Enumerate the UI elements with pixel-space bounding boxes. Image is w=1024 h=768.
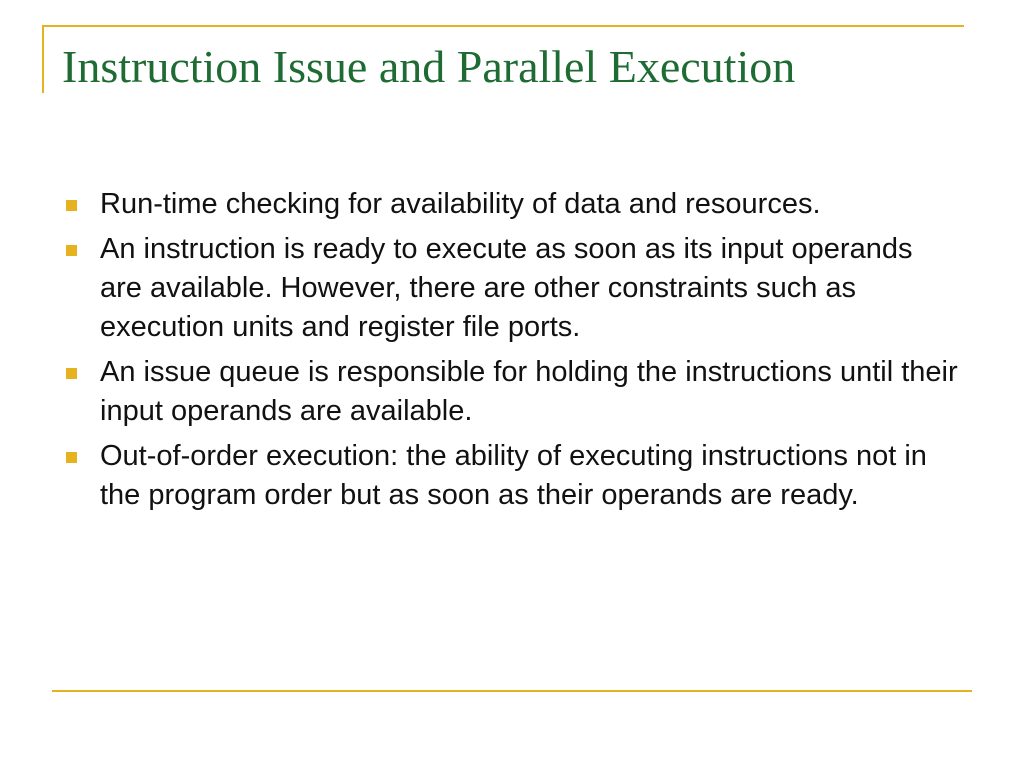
top-border-line [42,25,964,27]
slide-title: Instruction Issue and Parallel Execution [62,41,796,92]
bullet-item [62,353,962,431]
left-border-line [42,25,44,93]
bottom-divider-line [52,690,972,692]
bullet-text: An instruction is ready to execute as soon as its input operands are available. However, there are other constraints such as execution units and register file ports. [100,233,913,343]
bullet-text: An issue queue is responsible for holding the instructions until their input operands are available. [100,356,958,427]
square-bullet-icon [66,245,77,256]
bullet-item [62,230,962,347]
bullet-list [62,185,962,521]
square-bullet-icon [66,452,77,463]
square-bullet-icon [66,200,77,211]
bullet-text: Run-time checking for availability of data and resources. [100,188,821,220]
bullet-text: Out-of-order execution: the ability of executing instructions not in the program order but as soon as their operands are ready. [100,440,927,511]
bullet-item [62,185,962,224]
bullet-item [62,437,962,515]
square-bullet-icon [66,368,77,379]
